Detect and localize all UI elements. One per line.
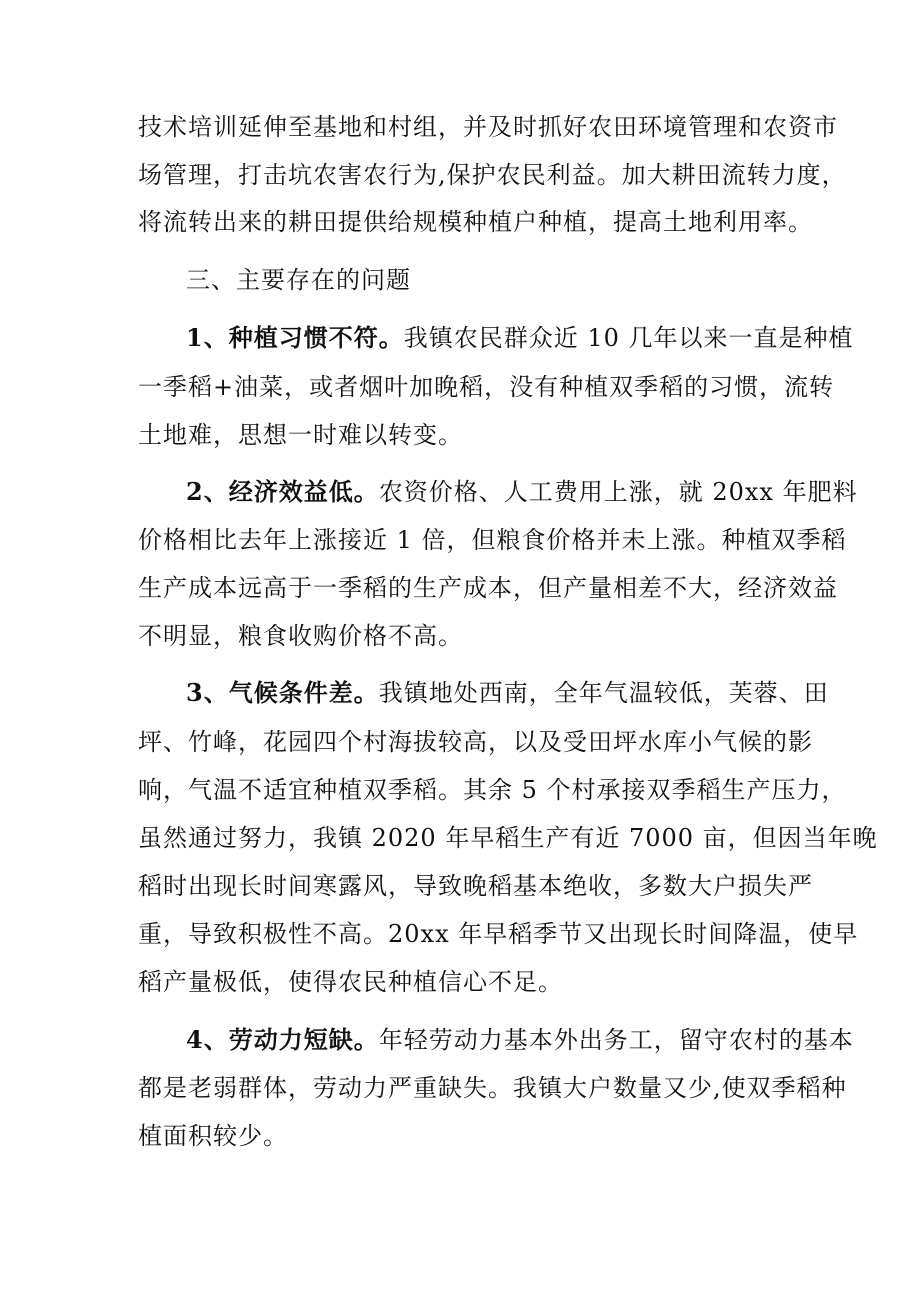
item-3-line-5: 稻时出现长时间寒露风，导致晚稻基本绝收，多数大户损失严 — [138, 872, 813, 900]
item-1-title: 1、种植习惯不符。 — [186, 323, 404, 352]
item-4-first-line — [186, 1024, 854, 1056]
item-3-text: 我镇地处西南，全年气温较低，芙蓉、田 — [378, 679, 829, 707]
intro-line-1: 技术培训延伸至基地和村组，并及时抓好农田环境管理和农资市 — [138, 113, 838, 141]
intro-line-2: 场管理，打击坑农害农行为,保护农民利益。加大耕田流转力度， — [138, 161, 847, 189]
item-1-line-3: 土地难，思想一时难以转变。 — [138, 421, 463, 449]
item-1-first-line — [186, 322, 854, 354]
item-4-line-2: 都是老弱群体，劳动力严重缺失。我镇大户数量又少,使双季稻种 — [138, 1074, 847, 1102]
item-2-line-3: 生产成本远高于一季稻的生产成本，但产量相差不大，经济效益 — [138, 574, 838, 602]
item-4-line-3: 植面积较少。 — [138, 1122, 288, 1150]
item-2-line-4: 不明显，粮食收购价格不高。 — [138, 622, 463, 650]
item-4-title: 4、劳动力短缺。 — [186, 1025, 379, 1054]
item-1-text: 我镇农民群众近 10 几年以来一直是种植 — [403, 324, 854, 352]
item-3-line-3: 响，气温不适宜种植双季稻。其余 5 个村承接双季稻生产压力， — [138, 776, 847, 804]
item-2-text: 农资价格、人工费用上涨，就 20xx 年肥料 — [378, 478, 858, 506]
item-2-title: 2、经济效益低。 — [186, 477, 379, 506]
item-2-first-line — [186, 476, 858, 508]
item-2-line-2: 价格相比去年上涨接近 1 倍，但粮食价格并未上涨。种植双季稻 — [138, 526, 847, 554]
item-3-title: 3、气候条件差。 — [186, 678, 379, 707]
item-3-line-4: 虽然通过努力，我镇 2020 年早稻生产有近 7000 亩，但因当年晚 — [138, 824, 878, 852]
item-1-line-2: 一季稻+油菜，或者烟叶加晚稻，没有种植双季稻的习惯，流转 — [138, 373, 835, 401]
item-3-line-7: 稻产量极低，使得农民种植信心不足。 — [138, 968, 563, 996]
item-3-line-6: 重，导致积极性不高。20xx 年早稻季节又出现长时间降温，使早 — [138, 920, 859, 948]
item-3-first-line — [186, 677, 846, 709]
item-4-text: 年轻劳动力基本外出务工，留守农村的基本 — [378, 1026, 854, 1054]
item-3-line-2: 坪、竹峰，花园四个村海拔较高，以及受田坪水库小气候的影 — [138, 728, 813, 756]
section-heading: 三、主要存在的问题 — [186, 266, 411, 294]
intro-line-3: 将流转出来的耕田提供给规模种植户种植，提高土地利用率。 — [138, 208, 813, 236]
